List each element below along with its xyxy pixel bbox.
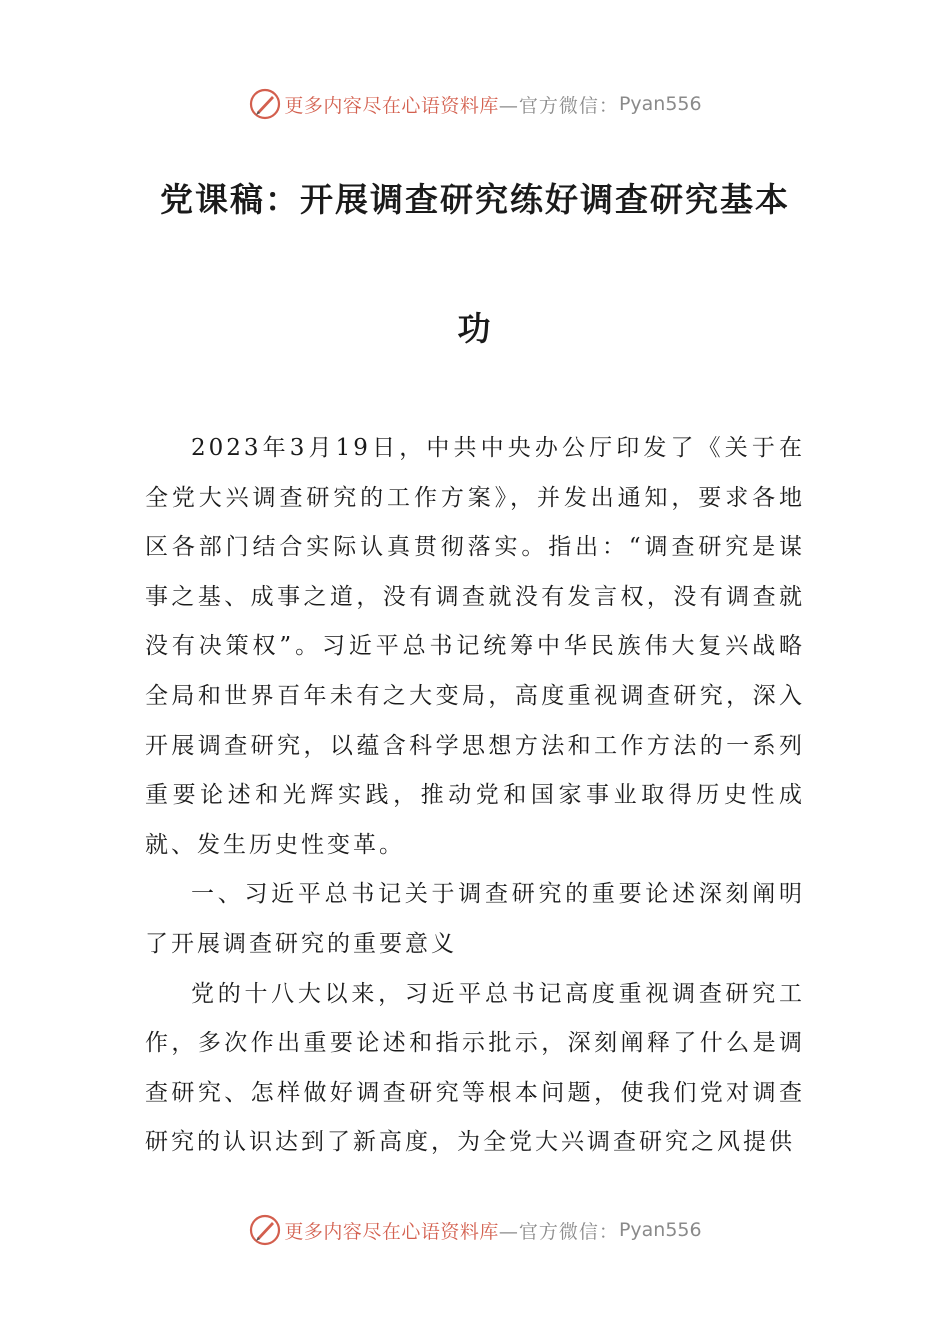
document-title: 党课稿：开展调查研究练好调查研究基本功 [160, 180, 790, 348]
watermark-wechat-id: Pyan556 [618, 1219, 702, 1241]
body-paragraph: 2023年3月19日，中共中央办公厅印发了《关于在全党大兴调查研究的工作方案》，并发出通知，要求各地区各部门结合实际认真贯彻落实。指出：“调查研究是谋事之基、成事之道，没有调查就没有发言权，没有调查就没有决策权”。习近平总书记统筹中华民族伟大复兴战略全局和世界百年未有之大变局，高度重视调查研究，深入开展调查研究，以蕴含科学思想方法和工作方法的一系列重要论述和光辉实践，推动党和国家事业取得历史性成就、发生历史性变革。 [145, 435, 805, 858]
quill-pen-logo-icon [248, 1213, 282, 1247]
watermark-wechat-id: Pyan556 [618, 93, 702, 115]
watermark-wechat-label: —官方微信： [498, 94, 619, 117]
document-body [145, 424, 805, 1168]
watermark-text: 更多内容尽在心语资料库 [284, 1220, 499, 1243]
watermark-wechat-label: —官方微信： [498, 1220, 619, 1243]
watermark-text: 更多内容尽在心语资料库 [284, 94, 499, 117]
body-paragraph: 党的十八大以来，习近平总书记高度重视调查研究工作，多次作出重要论述和指示批示，深刻阐释了什么是调查研究、怎样做好调查研究等根本问题，使我们党对调查研究的认识达到了新高度，为全党大兴调查研究之风提供 [145, 980, 805, 1156]
watermark-header [0, 84, 950, 124]
quill-pen-logo-icon [248, 87, 282, 121]
watermark-footer [0, 1210, 950, 1250]
section-heading: 一、习近平总书记关于调查研究的重要论述深刻阐明了开展调查研究的重要意义 [145, 881, 805, 957]
